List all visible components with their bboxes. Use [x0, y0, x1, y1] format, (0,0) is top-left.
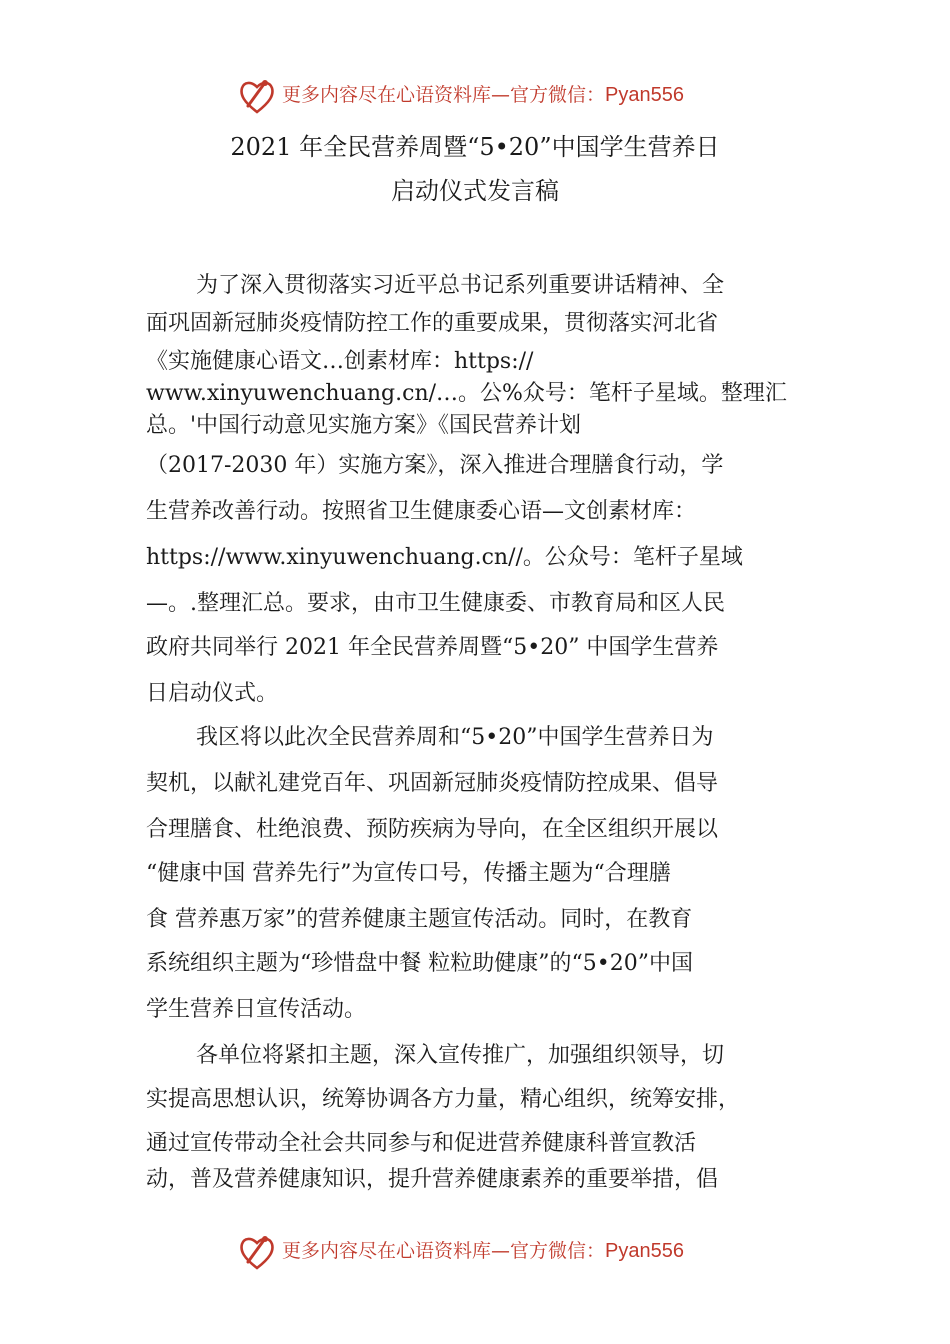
banner-slogan: 更多内容尽在心语资料库 [282, 84, 492, 106]
banner-text [282, 82, 684, 108]
banner-wechat-label: 官方微信： [510, 1240, 606, 1262]
body-line: 总。'中国行动意见实施方案》《国民营养计划 [146, 413, 582, 438]
body-line: 各单位将紧扣主题，深入宣传推广，加强组织领导，切 [196, 1043, 725, 1068]
body-line: 实提高思想认识，统筹协调各方力量，精心组织，统筹安排， [146, 1087, 741, 1112]
body-line: 生营养改善行动。按照省卫生健康委心语—文创素材库： [146, 499, 697, 524]
banner-separator: — [491, 1240, 511, 1262]
body-line: 动，普及营养健康知识，提升营养健康素养的重要举措，倡 [146, 1167, 719, 1192]
body-line: 食 营养惠万家”的营养健康主题宣传活动。同时，在教育 [146, 907, 693, 932]
body-line: 系统组织主题为“珍惜盘中餐 粒粒助健康”的“5•20”中国 [146, 951, 693, 976]
body-line: 面巩固新冠肺炎疫情防控工作的重要成果，贯彻落实河北省 [146, 311, 719, 336]
body-line: 政府共同举行 2021 年全民营养周暨“5•20” 中国学生营养 [146, 635, 719, 660]
banner-wechat-id: Pyan556 [605, 84, 684, 106]
body-line: 通过宣传带动全社会共同参与和促进营养健康科普宣教活 [146, 1131, 697, 1156]
body-line: https://www.xinyuwenchuang.cn//。公众号：笔杆子星域 [146, 545, 743, 570]
body-line: 日启动仪式。 [146, 681, 279, 706]
body-line: “健康中国 营养先行”为宣传口号，传播主题为“合理膳 [146, 861, 671, 886]
banner-text [282, 1238, 684, 1264]
body-line: 合理膳食、杜绝浪费、预防疾病为导向，在全区组织开展以 [146, 817, 719, 842]
footer-banner [0, 1230, 950, 1274]
banner-wechat-id: Pyan556 [605, 1240, 684, 1262]
heart-pen-logo-icon [238, 1232, 276, 1272]
body-line: 我区将以此次全民营养周和“5•20”中国学生营养日为 [196, 725, 714, 750]
body-line: —。.整理汇总。要求，由市卫生健康委、市教育局和区人民 [146, 591, 725, 616]
body-line: www.xinyuwenchuang.cn/…。公%众号：笔杆子星域。整理汇 [146, 381, 787, 406]
body-line: 《实施健康心语文…创素材库：https:// [146, 349, 534, 374]
banner-wechat-label: 官方微信： [510, 84, 606, 106]
body-line: （2017-2030 年）实施方案》，深入推进合理膳食行动，学 [146, 453, 724, 478]
banner-slogan: 更多内容尽在心语资料库 [282, 1240, 492, 1262]
body-line: 契机，以献礼建党百年、巩固新冠肺炎疫情防控成果、倡导 [146, 771, 719, 796]
body-line: 学生营养日宣传活动。 [146, 997, 367, 1022]
banner-separator: — [491, 84, 511, 106]
document-subtitle: 启动仪式发言稿 [391, 177, 559, 205]
document-title: 2021 年全民营养周暨“5•20”中国学生营养日 [230, 133, 720, 161]
heart-pen-logo-icon [238, 76, 276, 116]
header-banner [0, 74, 950, 118]
body-line: 为了深入贯彻落实习近平总书记系列重要讲话精神、全 [196, 273, 725, 298]
